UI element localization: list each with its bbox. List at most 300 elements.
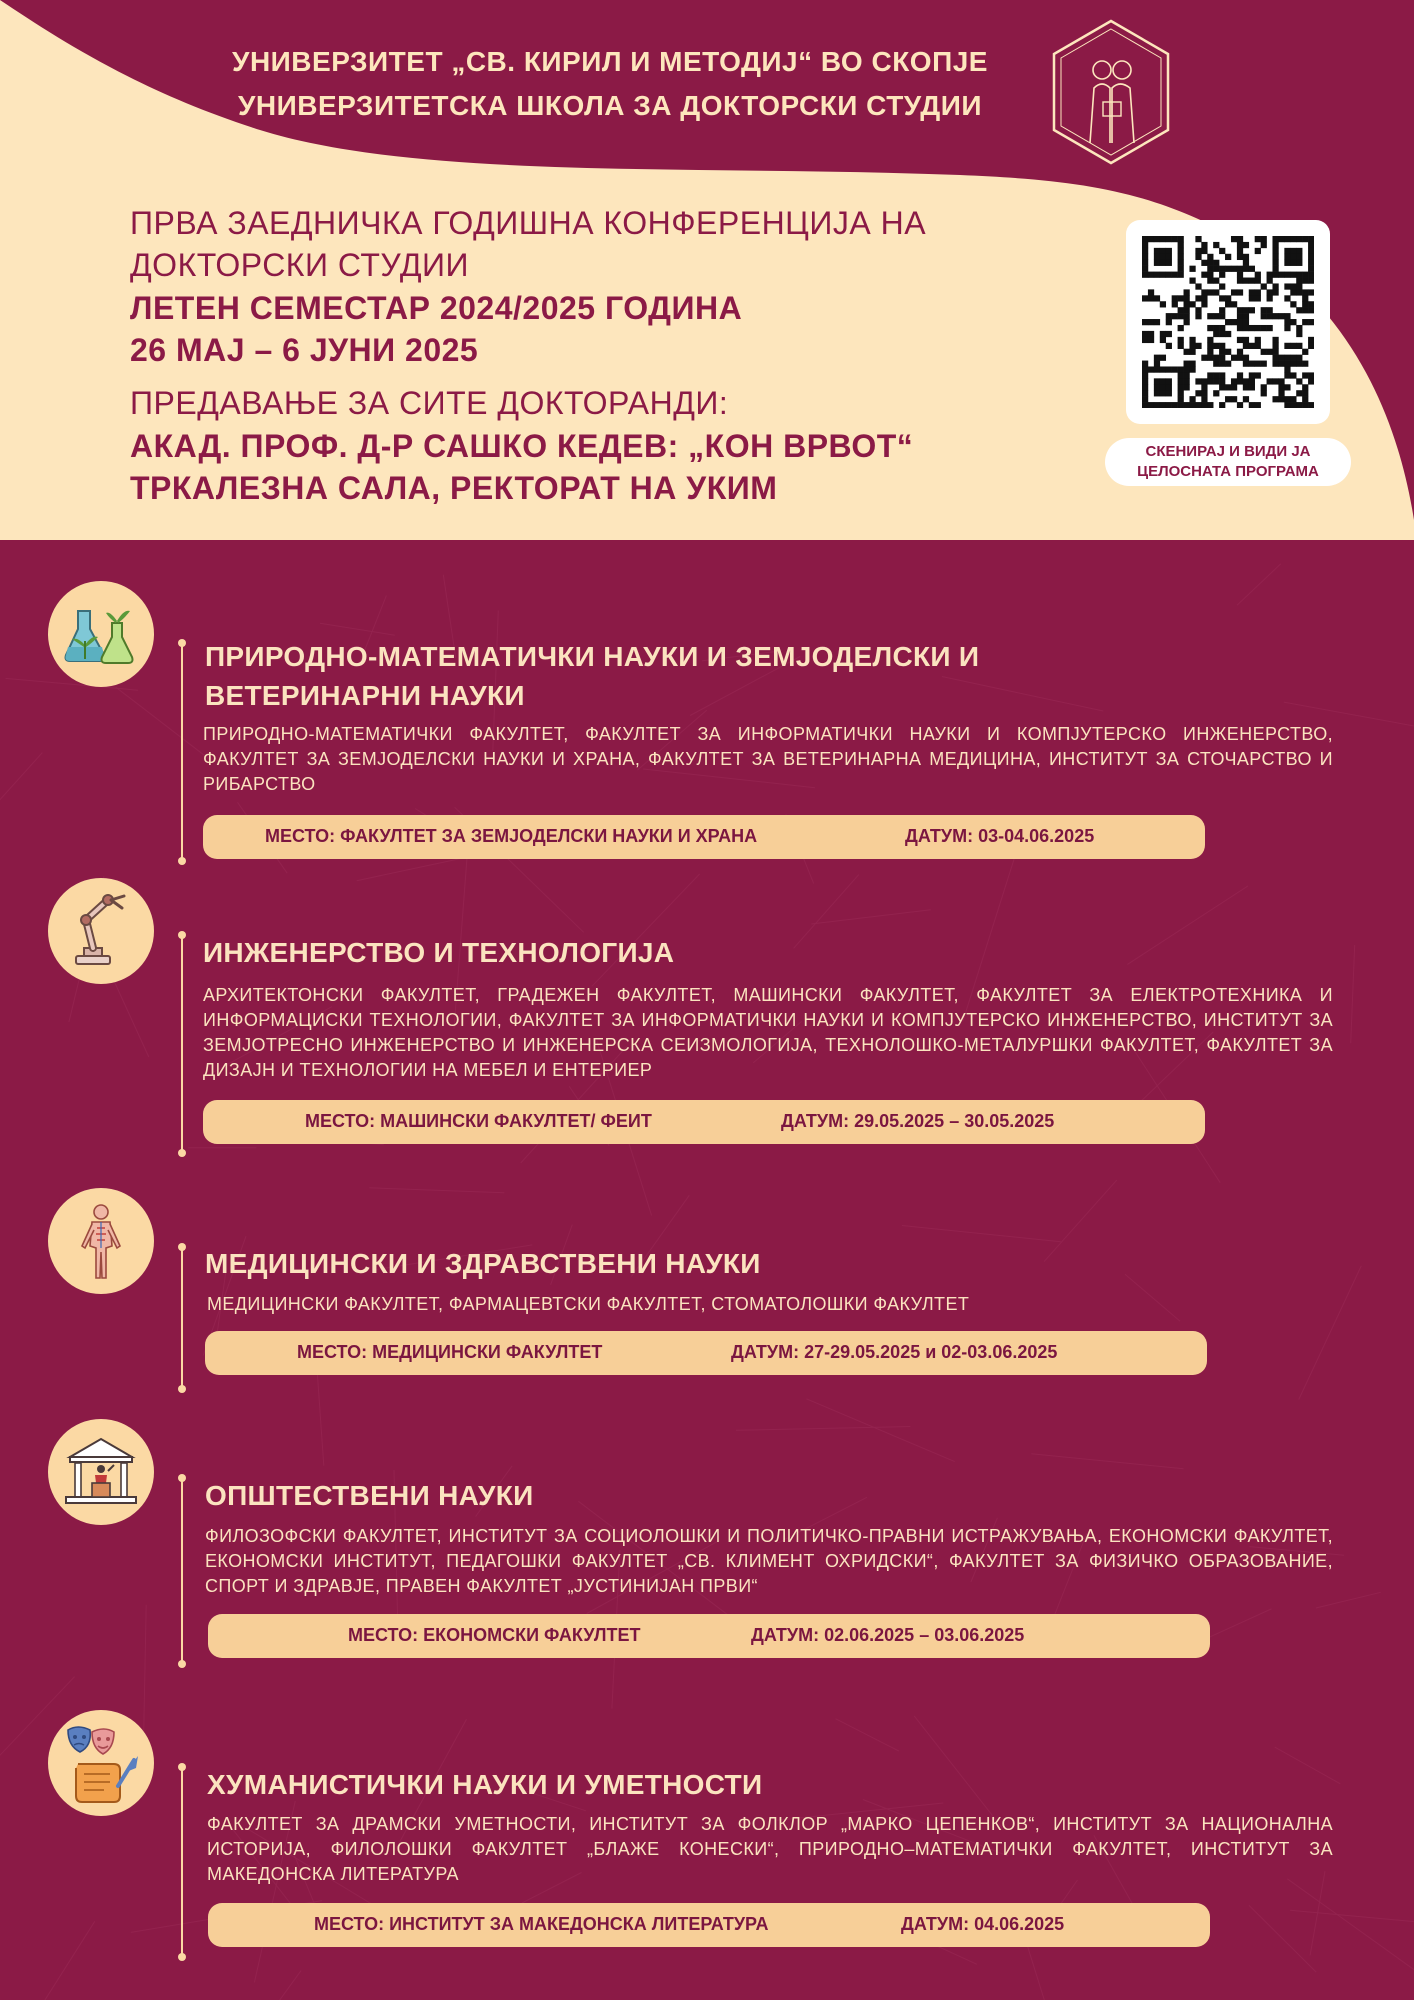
- qr-module: [1213, 313, 1219, 319]
- qr-module: [1302, 390, 1308, 396]
- qr-module: [1237, 248, 1243, 254]
- qr-module: [1231, 301, 1237, 307]
- qr-module: [1261, 390, 1267, 396]
- qr-module: [1184, 301, 1190, 307]
- qr-module: [1142, 384, 1148, 390]
- qr-module: [1178, 242, 1184, 248]
- robot-arm-icon: [48, 878, 154, 984]
- qr-module: [1302, 349, 1308, 355]
- qr-module: [1207, 372, 1213, 378]
- qr-module: [1231, 384, 1237, 390]
- qr-module: [1225, 331, 1231, 337]
- qr-module: [1213, 378, 1219, 384]
- qr-module: [1166, 313, 1172, 319]
- qr-module: [1308, 236, 1314, 242]
- qr-module: [1184, 372, 1190, 378]
- qr-module: [1195, 390, 1201, 396]
- qr-module: [1243, 355, 1249, 361]
- qr-module: [1302, 236, 1308, 242]
- qr-module: [1278, 313, 1284, 319]
- qr-code[interactable]: [1126, 220, 1330, 424]
- qr-module: [1160, 301, 1166, 307]
- qr-module: [1142, 390, 1148, 396]
- qr-module: [1184, 366, 1190, 372]
- qr-module: [1225, 361, 1231, 367]
- qr-module: [1189, 349, 1195, 355]
- qr-module: [1296, 272, 1302, 278]
- qr-module: [1207, 254, 1213, 260]
- qr-module: [1284, 325, 1290, 331]
- section-place: МЕСТО: МЕДИЦИНСКИ ФАКУЛТЕТ: [297, 1342, 603, 1362]
- qr-module: [1201, 355, 1207, 361]
- timeline-line: [181, 1767, 183, 1957]
- pattern-line: [902, 1226, 1061, 1242]
- qr-module: [1272, 248, 1278, 254]
- pattern-line: [1290, 1910, 1414, 1923]
- section-title-line1: ПРИРОДНО-МАТЕМАТИЧКИ НАУКИ И ЗЕМЈОДЕЛСКИ И: [205, 641, 980, 672]
- qr-module: [1166, 272, 1172, 278]
- qr-module: [1213, 355, 1219, 361]
- qr-module: [1189, 396, 1195, 402]
- qr-module: [1290, 254, 1296, 260]
- qr-module: [1166, 248, 1172, 254]
- header-panel: [0, 0, 1414, 540]
- qr-module: [1207, 343, 1213, 349]
- qr-module: [1272, 260, 1278, 266]
- qr-module: [1272, 355, 1278, 361]
- qr-module: [1296, 260, 1302, 266]
- pattern-line: [1275, 1747, 1341, 1784]
- qr-module: [1148, 236, 1154, 242]
- qr-module: [1290, 283, 1296, 289]
- qr-module: [1189, 301, 1195, 307]
- qr-module: [1255, 295, 1261, 301]
- qr-module: [1278, 236, 1284, 242]
- qr-module: [1261, 325, 1267, 331]
- qr-module: [1284, 372, 1290, 378]
- qr-module: [1296, 278, 1302, 284]
- semester-text: ЛЕТЕН СЕМЕСТАР 2024/2025 ГОДИНА: [130, 290, 743, 326]
- qr-module: [1278, 384, 1284, 390]
- qr-module: [1166, 331, 1172, 337]
- qr-module: [1296, 402, 1302, 408]
- qr-module: [1166, 366, 1172, 372]
- qr-module: [1284, 260, 1290, 266]
- qr-module: [1142, 331, 1148, 337]
- qr-module: [1225, 384, 1231, 390]
- qr-module: [1160, 402, 1166, 408]
- qr-module: [1184, 378, 1190, 384]
- qr-module: [1302, 301, 1308, 307]
- conference-dates: 26 МАЈ – 6 ЈУНИ 2025: [130, 332, 479, 368]
- pattern-line: [357, 857, 468, 881]
- qr-module: [1255, 337, 1261, 343]
- qr-module: [1284, 283, 1290, 289]
- qr-module: [1278, 378, 1284, 384]
- qr-module: [1278, 272, 1284, 278]
- section-place: МЕСТО: ИНСТИТУТ ЗА МАКЕДОНСКА ЛИТЕРАТУРА: [314, 1914, 769, 1934]
- qr-module: [1237, 372, 1243, 378]
- qr-module: [1255, 372, 1261, 378]
- qr-module: [1237, 313, 1243, 319]
- qr-module: [1178, 366, 1184, 372]
- qr-module: [1225, 254, 1231, 260]
- qr-module: [1219, 295, 1225, 301]
- qr-module: [1249, 295, 1255, 301]
- qr-module: [1201, 248, 1207, 254]
- qr-module: [1237, 378, 1243, 384]
- qr-module: [1272, 361, 1278, 367]
- pattern-line: [320, 623, 395, 635]
- qr-module: [1243, 343, 1249, 349]
- qr-module: [1142, 248, 1148, 254]
- qr-module: [1243, 307, 1249, 313]
- qr-module: [1172, 366, 1178, 372]
- qr-code-icon: [1142, 236, 1314, 408]
- qr-module: [1225, 319, 1231, 325]
- qr-module: [1201, 396, 1207, 402]
- qr-module: [1255, 278, 1261, 284]
- qr-module: [1207, 337, 1213, 343]
- qr-module: [1272, 289, 1278, 295]
- qr-module: [1308, 242, 1314, 248]
- qr-module: [1201, 289, 1207, 295]
- section-date: ДАТУМ: 04.06.2025: [901, 1914, 1065, 1934]
- qr-module: [1243, 396, 1249, 402]
- qr-module: [1195, 402, 1201, 408]
- qr-module: [1231, 289, 1237, 295]
- qr-module: [1172, 402, 1178, 408]
- qr-module: [1195, 254, 1201, 260]
- qr-module: [1207, 325, 1213, 331]
- qr-module: [1154, 319, 1160, 325]
- qr-module: [1154, 272, 1160, 278]
- qr-module: [1219, 355, 1225, 361]
- qr-module: [1284, 361, 1290, 367]
- qr-module: [1160, 355, 1166, 361]
- human-anatomy-icon: [48, 1188, 154, 1294]
- qr-module: [1160, 337, 1166, 343]
- qr-module: [1207, 402, 1213, 408]
- qr-module: [1201, 378, 1207, 384]
- qr-module: [1142, 372, 1148, 378]
- qr-module: [1160, 260, 1166, 266]
- qr-module: [1308, 254, 1314, 260]
- qr-module: [1296, 361, 1302, 367]
- qr-module: [1302, 384, 1308, 390]
- qr-module: [1284, 319, 1290, 325]
- timeline-line: [181, 643, 183, 861]
- conference-title-line2: ДОКТОРСКИ СТУДИИ: [130, 247, 469, 283]
- qr-module: [1243, 361, 1249, 367]
- pattern-line: [1299, 1266, 1362, 1400]
- qr-module: [1219, 248, 1225, 254]
- qr-module: [1166, 343, 1172, 349]
- qr-module: [1201, 295, 1207, 301]
- qr-module: [1237, 278, 1243, 284]
- qr-module: [1296, 307, 1302, 313]
- qr-module: [1178, 236, 1184, 242]
- qr-module: [1219, 331, 1225, 337]
- qr-module: [1231, 319, 1237, 325]
- qr-module: [1160, 248, 1166, 254]
- qr-module: [1296, 283, 1302, 289]
- qr-module: [1261, 307, 1267, 313]
- qr-module: [1148, 272, 1154, 278]
- qr-module: [1249, 289, 1255, 295]
- section-title: [203, 933, 674, 972]
- qr-module: [1213, 325, 1219, 331]
- qr-module: [1142, 402, 1148, 408]
- qr-module: [1184, 295, 1190, 301]
- qr-module: [1219, 361, 1225, 367]
- qr-module: [1195, 313, 1201, 319]
- qr-module: [1272, 283, 1278, 289]
- qr-module: [1195, 378, 1201, 384]
- timeline-line: [181, 1247, 183, 1389]
- qr-module: [1219, 325, 1225, 331]
- qr-module: [1160, 254, 1166, 260]
- pattern-line: [3, 1921, 95, 2000]
- qr-module: [1308, 372, 1314, 378]
- qr-module: [1207, 349, 1213, 355]
- qr-module: [1237, 355, 1243, 361]
- section-title: [205, 1476, 534, 1515]
- qr-module: [1237, 349, 1243, 355]
- pattern-line: [1249, 1905, 1316, 1972]
- qr-module: [1178, 248, 1184, 254]
- section-info-bar: [203, 815, 1205, 859]
- qr-module: [1272, 378, 1278, 384]
- qr-module: [1160, 272, 1166, 278]
- qr-module: [1267, 272, 1273, 278]
- courthouse-speaker-icon: [48, 1419, 154, 1525]
- qr-module: [1219, 272, 1225, 278]
- qr-module: [1142, 361, 1148, 367]
- section-date: ДАТУМ: 27-29.05.2025 и 02-03.06.2025: [731, 1342, 1058, 1362]
- qr-module: [1160, 236, 1166, 242]
- qr-module: [1148, 402, 1154, 408]
- qr-module: [1172, 313, 1178, 319]
- qr-module: [1178, 384, 1184, 390]
- qr-module: [1237, 236, 1243, 242]
- qr-module: [1225, 301, 1231, 307]
- qr-module: [1219, 307, 1225, 313]
- qr-module: [1284, 396, 1290, 402]
- qr-module: [1243, 242, 1249, 248]
- qr-module: [1189, 343, 1195, 349]
- qr-module: [1213, 289, 1219, 295]
- qr-module: [1178, 260, 1184, 266]
- qr-module: [1249, 384, 1255, 390]
- qr-module: [1201, 301, 1207, 307]
- qr-module: [1290, 396, 1296, 402]
- qr-module: [1178, 325, 1184, 331]
- qr-module: [1290, 248, 1296, 254]
- pattern-line: [736, 1427, 910, 1431]
- qr-module: [1166, 378, 1172, 384]
- qr-module: [1225, 349, 1231, 355]
- qr-module: [1184, 319, 1190, 325]
- qr-label-line1: СКЕНИРАЈ И ВИДИ ЈА: [1145, 443, 1311, 460]
- qr-module: [1201, 390, 1207, 396]
- pattern-line: [806, 1399, 954, 1462]
- qr-module: [1267, 349, 1273, 355]
- qr-module: [1184, 384, 1190, 390]
- qr-module: [1154, 254, 1160, 260]
- qr-module: [1154, 361, 1160, 367]
- qr-module: [1207, 266, 1213, 272]
- qr-module: [1142, 319, 1148, 325]
- qr-module: [1213, 242, 1219, 248]
- section-faculties: МЕДИЦИНСКИ ФАКУЛТЕТ, ФАРМАЦЕВТСКИ ФАКУЛТЕТ, СТОМАТОЛОШКИ ФАКУЛТЕТ: [207, 1294, 970, 1314]
- pattern-line: [1351, 945, 1355, 1043]
- qr-module: [1296, 378, 1302, 384]
- qr-module: [1142, 295, 1148, 301]
- qr-module: [1219, 266, 1225, 272]
- qr-module: [1284, 254, 1290, 260]
- qr-module: [1142, 242, 1148, 248]
- qr-module: [1195, 283, 1201, 289]
- qr-module: [1284, 295, 1290, 301]
- qr-module: [1142, 272, 1148, 278]
- qr-module: [1284, 343, 1290, 349]
- qr-module: [1142, 254, 1148, 260]
- timeline-line: [181, 1478, 183, 1664]
- qr-module: [1219, 349, 1225, 355]
- qr-module: [1201, 402, 1207, 408]
- qr-module: [1178, 307, 1184, 313]
- qr-module: [1243, 254, 1249, 260]
- qr-module: [1267, 289, 1273, 295]
- qr-module: [1178, 372, 1184, 378]
- qr-module: [1249, 325, 1255, 331]
- qr-module: [1272, 254, 1278, 260]
- qr-module: [1148, 289, 1154, 295]
- qr-module: [1267, 295, 1273, 301]
- qr-module: [1201, 242, 1207, 248]
- qr-module: [1308, 337, 1314, 343]
- qr-module: [1261, 242, 1267, 248]
- qr-module: [1296, 343, 1302, 349]
- qr-module: [1184, 313, 1190, 319]
- pattern-line: [1031, 1454, 1183, 1469]
- qr-module: [1296, 355, 1302, 361]
- qr-module: [1225, 295, 1231, 301]
- qr-module: [1255, 325, 1261, 331]
- qr-module: [1267, 278, 1273, 284]
- qr-module: [1231, 266, 1237, 272]
- pattern-line: [1127, 886, 1248, 965]
- qr-module: [1154, 402, 1160, 408]
- qr-module: [1225, 396, 1231, 402]
- qr-module: [1142, 236, 1148, 242]
- qr-module: [1261, 236, 1267, 242]
- qr-module: [1284, 366, 1290, 372]
- qr-module: [1184, 349, 1190, 355]
- qr-module: [1249, 402, 1255, 408]
- qr-module: [1272, 272, 1278, 278]
- pattern-line: [811, 910, 930, 924]
- qr-module: [1308, 266, 1314, 272]
- qr-module: [1219, 313, 1225, 319]
- qr-module: [1178, 295, 1184, 301]
- pattern-line: [1287, 1879, 1414, 1995]
- qr-module: [1296, 390, 1302, 396]
- qr-module: [1207, 278, 1213, 284]
- pattern-line: [0, 753, 42, 805]
- pattern-line: [836, 1719, 899, 1751]
- qr-module: [1142, 337, 1148, 343]
- qr-module: [1178, 396, 1184, 402]
- section-date: ДАТУМ: 29.05.2025 – 30.05.2025: [781, 1111, 1055, 1131]
- qr-module: [1255, 289, 1261, 295]
- qr-module: [1278, 361, 1284, 367]
- qr-module: [1302, 361, 1308, 367]
- pattern-line: [1025, 1939, 1052, 2000]
- qr-module: [1154, 384, 1160, 390]
- qr-module: [1201, 384, 1207, 390]
- qr-module: [1207, 355, 1213, 361]
- qr-module: [1296, 331, 1302, 337]
- qr-module: [1243, 260, 1249, 266]
- qr-module: [1296, 236, 1302, 242]
- qr-module: [1261, 384, 1267, 390]
- qr-module: [1178, 378, 1184, 384]
- qr-module: [1255, 343, 1261, 349]
- pattern-line: [1237, 564, 1281, 605]
- qr-module: [1302, 272, 1308, 278]
- qr-module: [1184, 289, 1190, 295]
- pattern-line: [794, 875, 859, 949]
- qr-module: [1237, 242, 1243, 248]
- qr-module: [1243, 313, 1249, 319]
- qr-module: [1219, 384, 1225, 390]
- qr-module: [1290, 343, 1296, 349]
- qr-module: [1178, 272, 1184, 278]
- qr-module: [1272, 236, 1278, 242]
- qr-module: [1148, 331, 1154, 337]
- qr-module: [1166, 402, 1172, 408]
- qr-module: [1302, 372, 1308, 378]
- lecture-intro: ПРЕДАВАЊЕ ЗА СИТЕ ДОКТОРАНДИ:: [130, 385, 729, 421]
- qr-module: [1219, 283, 1225, 289]
- qr-module: [1189, 337, 1195, 343]
- qr-module: [1237, 402, 1243, 408]
- qr-module: [1231, 355, 1237, 361]
- qr-module: [1261, 361, 1267, 367]
- qr-module: [1267, 325, 1273, 331]
- qr-module: [1237, 272, 1243, 278]
- qr-module: [1154, 355, 1160, 361]
- section-info-bar: [208, 1903, 1210, 1947]
- section-faculties: ФАКУЛТЕТ ЗА ДРАМСКИ УМЕТНОСТИ, ИНСТИТУТ ЗА ФОЛКЛОР „МАРКО ЦЕПЕНКОВ“, ИНСТИТУТ ЗА НАЦИОНАЛНА ИСТОРИЈА, ФИЛОЛОШКИ ФАКУЛТЕТ „БЛАЖЕ КОНЕСКИ“, ПРИРОДНО–МАТЕМАТИЧКИ ФАКУЛТЕТ, ИНСТИТУТ ЗА МАКЕДОНСКА ЛИТЕРАТУРА: [207, 1814, 1333, 1884]
- qr-module: [1148, 366, 1154, 372]
- qr-module: [1255, 248, 1261, 254]
- qr-module: [1166, 254, 1172, 260]
- qr-module: [1267, 307, 1273, 313]
- qr-module: [1166, 390, 1172, 396]
- section-title-line1: ИНЖЕНЕРСТВО И ТЕХНОЛОГИЈА: [203, 937, 675, 968]
- qr-module: [1142, 366, 1148, 372]
- qr-module: [1154, 260, 1160, 266]
- section-info-bar: [203, 1100, 1205, 1144]
- university-name: УНИВЕРЗИТЕТ „СВ. КИРИЛ И МЕТОДИЈ“ ВО СКОПЈЕ: [232, 46, 988, 77]
- section-faculties: ПРИРОДНО-МАТЕМАТИЧКИ ФАКУЛТЕТ, ФАКУЛТЕТ ЗА ИНФОРМАТИЧКИ НАУКИ И КОМПЈУТЕРСКО ИНЖЕНЕРСТВО, ФАКУЛТЕТ ЗА ЗЕМЈОДЕЛСКИ НАУКИ И ХРАНА, ФАКУЛТЕТ ЗА ВЕТЕРИНАРНА МЕДИЦИНА, ИНСТИТУТ ЗА СТОЧАРСТВО И РИБАРСТВО: [203, 724, 1333, 794]
- pattern-line: [231, 1971, 301, 2000]
- qr-module: [1213, 361, 1219, 367]
- qr-module: [1231, 236, 1237, 242]
